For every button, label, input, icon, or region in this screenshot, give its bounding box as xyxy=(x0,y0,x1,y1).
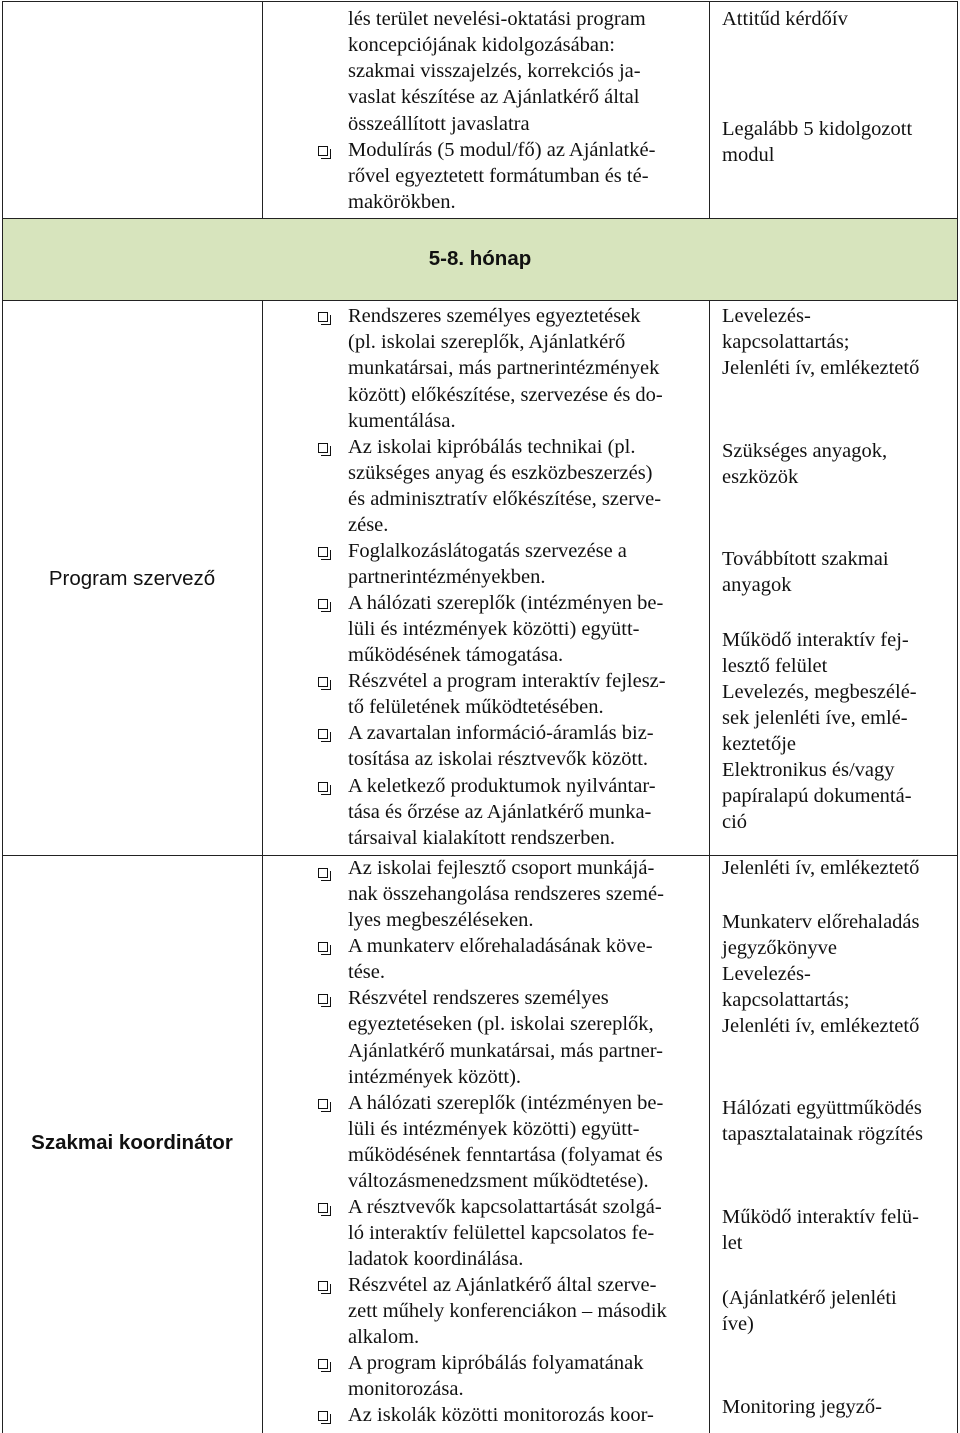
activity-line: lés terület nevelési-oktatási program xyxy=(348,8,646,30)
result-line: Hálózati együttműködés xyxy=(722,1097,922,1119)
result-line: anyagok xyxy=(722,574,792,596)
result-line: let xyxy=(722,1232,743,1254)
checkbox-bullet-icon xyxy=(318,146,328,156)
column-divider xyxy=(262,1,263,218)
result-line: Működő interaktív fej- xyxy=(722,629,909,651)
activity-line: ladatok koordinálása. xyxy=(348,1248,524,1270)
checkbox-bullet-icon xyxy=(318,1099,328,1109)
activity-line: tő felületének működtetésében. xyxy=(348,696,604,718)
activity-line: Az iskolai kipróbálás technikai (pl. xyxy=(348,436,636,458)
result-line: Szükséges anyagok, xyxy=(722,440,888,462)
activity-line: társaival kialakított rendszerben. xyxy=(348,827,615,849)
checkbox-bullet-icon xyxy=(318,1411,328,1421)
activity-line: munkatársai, más partnerintézmények xyxy=(348,357,660,379)
activity-line: nak összehangolása rendszeres szemé- xyxy=(348,883,664,905)
activity-line: monitorozása. xyxy=(348,1378,464,1400)
activity-line: tása és őrzése az Ajánlatkérő munka- xyxy=(348,801,652,823)
result-line: kapcsolattartás; xyxy=(722,331,850,353)
activity-line: lüli és intézmények közötti) együtt- xyxy=(348,1118,640,1140)
checkbox-bullet-icon xyxy=(318,1281,328,1291)
checkbox-bullet-icon xyxy=(318,942,328,952)
activity-line: Az iskolai fejlesztő csoport munkájá- xyxy=(348,857,655,879)
activity-line: A munkaterv előrehaladásának köve- xyxy=(348,935,653,957)
checkbox-bullet-icon xyxy=(318,1203,328,1213)
activity-line: A résztvevők kapcsolattartását szolgá- xyxy=(348,1196,662,1218)
result-line: Levelezés, megbeszélé- xyxy=(722,681,917,703)
activity-line: (pl. iskolai szereplők, Ajánlatkérő xyxy=(348,331,626,353)
result-line: Működő interaktív felü- xyxy=(722,1206,919,1228)
result-line: eszközök xyxy=(722,466,799,488)
activity-line: A program kipróbálás folyamatának xyxy=(348,1352,644,1374)
result-line: íve) xyxy=(722,1313,754,1335)
result-line: Munkaterv előrehaladás xyxy=(722,911,920,933)
result-line: jegyzőkönyve xyxy=(722,937,837,959)
result-line: papíralapú dokumentá- xyxy=(722,785,912,807)
activity-line: működésének fenntartása (folyamat és xyxy=(348,1144,663,1166)
activity-line: makörökben. xyxy=(348,191,456,213)
result-line: Jelenléti ív, emlékeztető xyxy=(722,357,920,379)
activity-line: Részvétel az Ajánlatkérő által szerve- xyxy=(348,1274,657,1296)
column-divider xyxy=(709,1,710,218)
result-line: Levelezés- xyxy=(722,305,811,327)
activity-line: Foglalkozáslátogatás szervezése a xyxy=(348,540,627,562)
activity-line: ló interaktív felülettel kapcsolatos fe- xyxy=(348,1222,655,1244)
activity-line: A hálózati szereplők (intézményen be- xyxy=(348,1092,664,1114)
result-line: ció xyxy=(722,811,748,833)
result-line: Attitűd kérdőív xyxy=(722,8,848,30)
result-line: Levelezés- xyxy=(722,963,811,985)
activity-line: változásmenedzsment működtetése). xyxy=(348,1170,649,1192)
result-line: lesztő felület xyxy=(722,655,828,677)
activity-line: Az iskolák közötti monitorozás koor- xyxy=(348,1404,654,1426)
checkbox-bullet-icon xyxy=(318,1359,328,1369)
checkbox-bullet-icon xyxy=(318,443,328,453)
activity-line: vaslat készítése az Ajánlatkérő által xyxy=(348,86,640,108)
checkbox-bullet-icon xyxy=(318,599,328,609)
activity-line: zett műhely konferenciákon – második xyxy=(348,1300,667,1322)
column-divider xyxy=(709,300,710,1433)
role-professional-coordinator: Szakmai koordinátor xyxy=(31,1131,233,1154)
activity-line: alkalom. xyxy=(348,1326,420,1348)
activity-line: Részvétel a program interaktív fejlesz- xyxy=(348,670,666,692)
activity-line: rővel egyeztetett formátumban és té- xyxy=(348,165,649,187)
checkbox-bullet-icon xyxy=(318,312,328,322)
table-border-top xyxy=(2,1,958,2)
result-line: sek jelenléti íve, emlé- xyxy=(722,707,908,729)
checkbox-bullet-icon xyxy=(318,782,328,792)
activity-line: Modulírás (5 modul/fő) az Ajánlatké- xyxy=(348,139,656,161)
result-line: Jelenléti ív, emlékeztető xyxy=(722,1015,920,1037)
activity-line: partnerintézményekben. xyxy=(348,566,546,588)
activity-line: koncepciójának kidolgozásában: xyxy=(348,34,615,56)
activity-line: intézmények között). xyxy=(348,1066,522,1088)
checkbox-bullet-icon xyxy=(318,994,328,1004)
activity-line: között) előkészítése, szervezése és do- xyxy=(348,384,663,406)
activity-line: és adminisztratív előkészítése, szerve- xyxy=(348,488,662,510)
result-line: Továbbított szakmai xyxy=(722,548,889,570)
checkbox-bullet-icon xyxy=(318,729,328,739)
activity-line: egyeztetéseken (pl. iskolai szereplők, xyxy=(348,1013,654,1035)
activity-line: lüli és intézmények közötti) együtt- xyxy=(348,618,640,640)
activity-line: zése. xyxy=(348,514,389,536)
result-line: tapasztalatainak rögzítés xyxy=(722,1123,923,1145)
activity-line: Részvétel rendszeres személyes xyxy=(348,987,609,1009)
checkbox-bullet-icon xyxy=(318,547,328,557)
activity-line: szükséges anyag és eszközbeszerzés) xyxy=(348,462,653,484)
result-line: modul xyxy=(722,144,775,166)
activity-line: lyes megbeszéléseken. xyxy=(348,909,534,931)
table-border-right xyxy=(957,1,958,1433)
row-divider xyxy=(2,218,958,219)
result-line: Monitoring jegyző- xyxy=(722,1396,882,1418)
activity-line: összeállított javaslatra xyxy=(348,113,530,135)
column-divider xyxy=(262,300,263,1433)
result-line: kapcsolattartás; xyxy=(722,989,850,1011)
activity-line: tése. xyxy=(348,961,385,983)
activity-line: kumentálása. xyxy=(348,410,456,432)
checkbox-bullet-icon xyxy=(318,868,328,878)
role-program-organizer: Program szervező xyxy=(48,567,216,590)
table-border-left xyxy=(2,1,3,1433)
month-label: 5-8. hónap xyxy=(428,247,532,270)
checkbox-bullet-icon xyxy=(318,677,328,687)
activity-line: A hálózati szereplők (intézményen be- xyxy=(348,592,664,614)
result-line: Jelenléti ív, emlékeztető xyxy=(722,857,920,879)
result-line: Legalább 5 kidolgozott xyxy=(722,118,913,140)
activity-line: A zavartalan információ-áramlás biz- xyxy=(348,722,654,744)
activity-line: Ajánlatkérő munkatársai, más partner- xyxy=(348,1040,663,1062)
activity-line: működésének támogatása. xyxy=(348,644,564,666)
result-line: Elektronikus és/vagy xyxy=(722,759,895,781)
row-divider xyxy=(2,300,958,301)
activity-line: tosítása az iskolai résztvevők között. xyxy=(348,748,649,770)
result-line: (Ajánlatkérő jelenléti xyxy=(722,1287,897,1309)
result-line: keztetője xyxy=(722,733,796,755)
activity-line: szakmai visszajelzés, korrekciós ja- xyxy=(348,60,641,82)
activity-line: A keletkező produktumok nyilvántar- xyxy=(348,775,656,797)
activity-line: Rendszeres személyes egyeztetések xyxy=(348,305,641,327)
